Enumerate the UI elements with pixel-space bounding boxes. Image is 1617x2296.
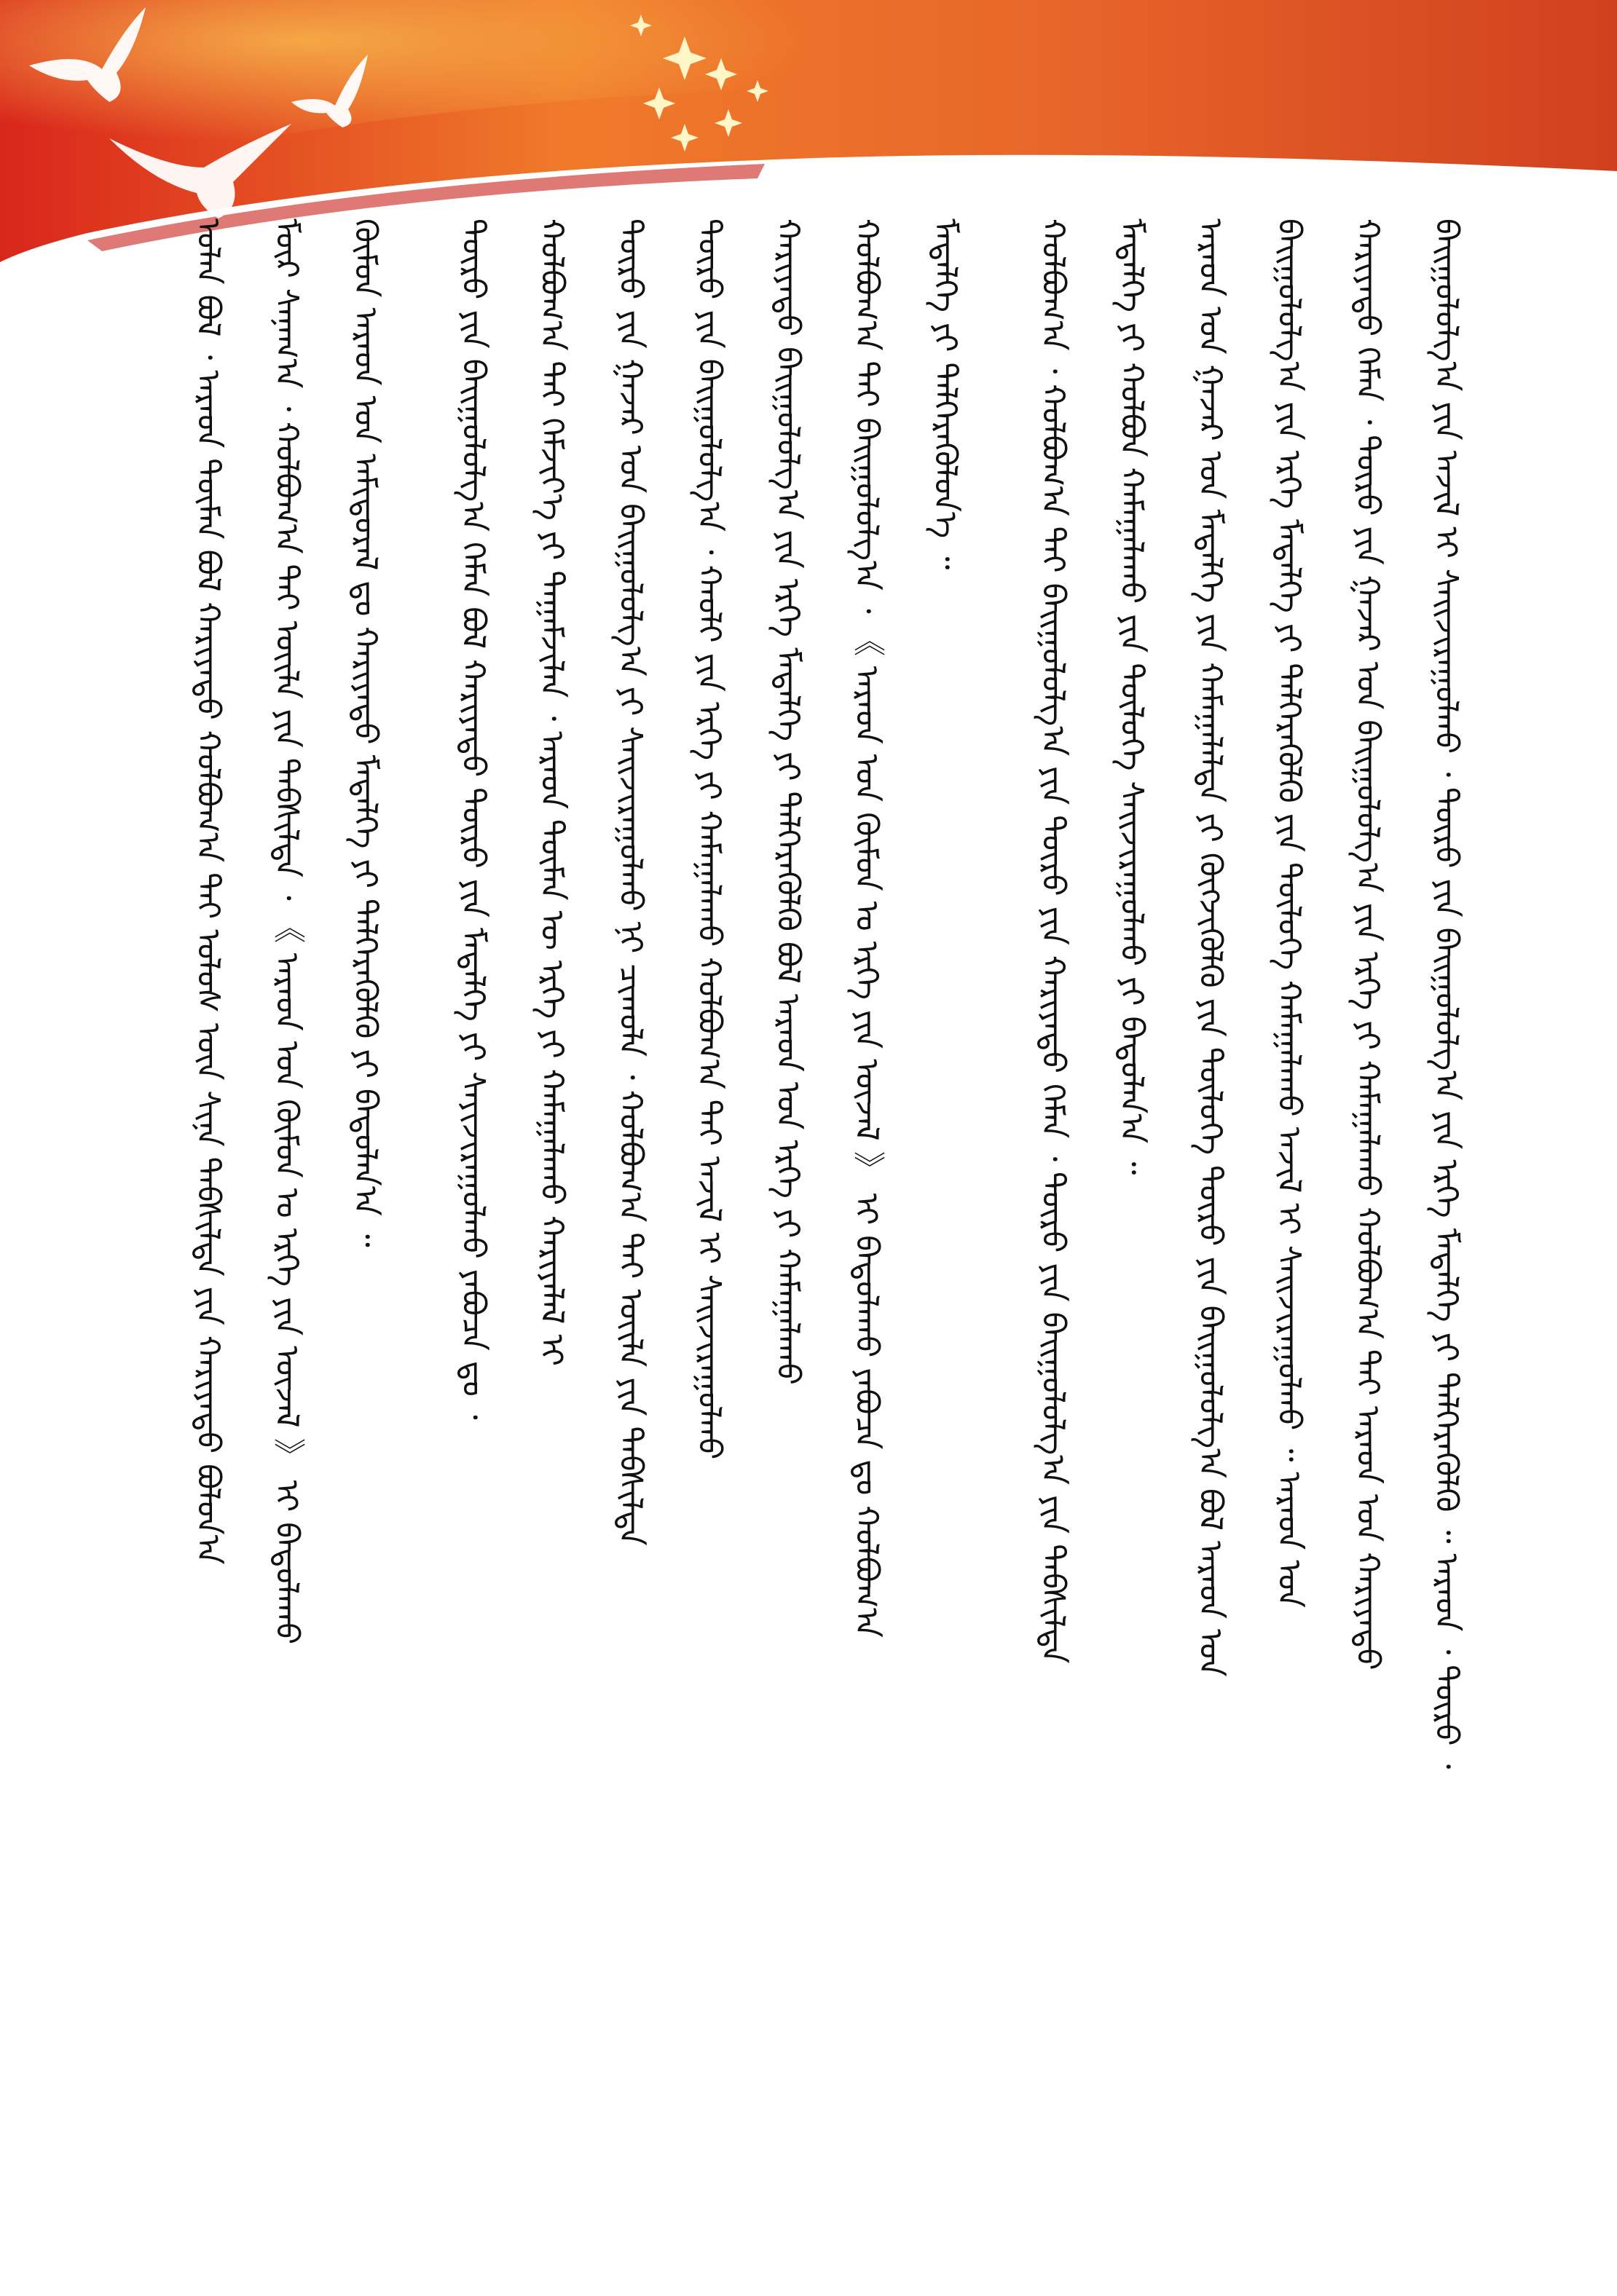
text-column: ᠬᠠᠷᠢᠶᠠᠲᠤ ᠪᠠᠢᠭᠤᠯᠤᠯᠭ᠎ᠠ ᠶᠢᠨ ᠡᠷᠬᠡ ᠮᠡᠳᠡᠯᠭᠡ ᠶᠢ ᠳᠡᠯᠭᠡᠷᠡᠭᠦᠯᠬᠦ ᠪᠣᠯ ᠠᠷᠠᠳ ᠤᠨ ᠡᠷᠬᠡ ᠶᠢ ᠬᠠᠮᠠᠭᠠᠯᠠᠬᠤ — [769, 218, 806, 1385]
text-column: ᠬᠥᠮᠦᠨ ᠠᠷᠠᠳ ᠤᠨ ᠠᠮᠢᠳᠤᠷᠠᠯ ᠳᠤ ᠬᠠᠷᠢᠶᠠᠲᠤ ᠮᠡᠳᠡᠯᠭᠡ ᠶᠢ ᠳᠡᠯᠭᠡᠷᠡᠭᠦᠯᠬᠦ ᠶᠢ ᠪᠠᠲᠤᠯᠠᠨ᠎ᠠ ᠃ — [347, 218, 384, 1247]
text-column: ᠬᠣᠯᠪᠣᠭ᠎ᠠ ᠲᠡᠢ ᠪᠠᠢᠭᠤᠯᠤᠯᠭ᠎ᠠ ᠂ 《 ᠠᠷᠠᠳ ᠤᠨ ᠬᠥᠮᠦᠨ ᠤ ᠡᠷᠬᠡ ᠶᠢᠨ ᠦᠵᠡᠯ 》 ᠢ ᠪᠠᠲᠤᠯᠠᠬᠤ ᠶᠠᠪᠤᠴᠠ ᠳᠤ ᠬᠣᠯᠪᠣᠭ᠎ᠠ — [848, 218, 885, 1638]
text-column: ᠲᠥᠷᠥ ᠶᠢᠨ ᠪᠠᠢᠭᠤᠯᠤᠯᠭ᠎ᠠ ᠬᠡᠮᠡᠨ ᠪᠣᠯ ᠬᠠᠷᠢᠶᠠᠲᠤ ᠲᠥᠷᠥ ᠶᠢᠨ ᠮᠡᠳᠡᠯᠭᠡ ᠶᠢ ᠰᠠᠶᠢᠵᠢᠷᠠᠭᠤᠯᠬᠤ ᠶᠠᠪᠤᠴᠠ ᠳᠤ ᠂ — [455, 218, 492, 1420]
text-column: ᠠᠷᠠᠳ ᠤᠨ ᠭᠠᠵᠠᠷ ᠤᠨ ᠮᠡᠳᠡᠯᠭᠡ ᠶᠢᠨ ᠬᠠᠮᠠᠭᠠᠯᠠᠯᠲᠠ ᠶᠢ ᠬᠥᠭᠵᠢᠭᠦᠯᠬᠦ ᠶᠢᠨ ᠲᠥᠯᠥᠭᠡ ᠲᠥᠷᠥ ᠶᠢᠨ ᠪᠠᠢᠭᠤᠯᠤᠯᠭ᠎ᠠ ᠪᠣᠯ ᠠᠷᠠᠳ ᠤᠨ — [1192, 218, 1229, 1677]
text-column: ᠬᠠᠷᠢᠶᠠᠲᠤ ᠬᠡᠮᠡᠨ ᠂ ᠲᠥᠷᠥ ᠶᠢᠨ ᠭᠠᠵᠠᠷ ᠤᠨ ᠪᠠᠢᠭᠤᠯᠤᠯᠭ᠎ᠠ ᠶᠢᠨ ᠡᠷᠬᠡ ᠶᠢ ᠬᠠᠮᠠᠭᠠᠯᠠᠬᠤ ᠬᠣᠯᠪᠣᠭ᠎ᠠ ᠲᠡᠢ ᠠᠷᠠᠳ ᠤᠨ ᠬᠠᠷᠢᠶᠠᠲᠤ — [1349, 218, 1386, 1670]
mongolian-text-body — [182, 218, 1465, 2185]
text-column: ᠬᠣᠯᠪᠣᠭ᠎ᠠ ᠲᠡᠢ ᠬᠡᠮᠵᠢᠶ᠎ᠡ ᠶᠢ ᠲᠠᠭᠠᠮᠵᠢᠯᠠᠨ ᠂ ᠠᠷᠠᠳ ᠲᠥᠮᠡᠨ ᠦ ᠡᠷᠬᠡ ᠶᠢ ᠬᠠᠮᠠᠭᠠᠯᠠᠬᠤ ᠬᠠᠷᠢᠶᠠᠯᠠᠯ ᠢ — [533, 218, 570, 1367]
text-column: ᠣᠯᠠᠨ ᠪᠣᠯ ᠂ ᠠᠷᠠᠳ ᠲᠥᠮᠡᠨ ᠪᠣᠯ ᠬᠠᠷᠢᠶᠠᠲᠤ ᠬᠣᠯᠪᠣᠭ᠎ᠠ ᠲᠡᠢ ᠤᠯᠤᠰ ᠦᠨ ᠰᠢᠨᠡ ᠳᠡᠪᠰᠢᠯᠲᠡ ᠶᠢᠨ ᠬᠠᠷᠢᠶᠠᠲᠤ ᠪᠣᠯᠤᠨ᠎ᠠ — [189, 218, 227, 1565]
text-column: ᠪᠠᠢᠭᠤᠯᠤᠯᠭ᠎ᠠ ᠶᠢᠨ ᠠᠵᠢᠯ ᠢ ᠰᠠᠢᠵᠢᠷᠠᠭᠤᠯᠬᠤ ᠂ ᠲᠥᠷᠥ ᠶᠢᠨ ᠪᠠᠢᠭᠤᠯᠤᠯᠭ᠎ᠠ ᠶᠢᠨ ᠡᠷᠬᠡ ᠮᠡᠳᠡᠯᠭᠡ ᠶᠢ ᠳᠡᠯᠭᠡᠷᠡᠭᠦᠯᠬᠦ ᠃ ᠠᠷᠠᠳ ᠂ ᠲᠥᠷᠥ ᠂ — [1428, 218, 1465, 1770]
text-column: ᠮᠡᠳᠡᠯᠭᠡ ᠶᠢ ᠬᠣᠯᠪᠣᠨ ᠬᠠᠮᠠᠭᠠᠯᠠᠬᠤ ᠶᠢᠨ ᠲᠥᠯᠥᠭᠡ ᠰᠠᠢᠵᠢᠷᠠᠭᠤᠯᠬᠤ ᠶᠢ ᠪᠠᠲᠤᠯᠠᠨ᠎ᠠ ᠃ — [1113, 218, 1150, 1175]
text-column: ᠬᠣᠯᠪᠣᠭ᠎ᠠ ᠂ ᠬᠣᠯᠪᠣᠭ᠎ᠠ ᠲᠡᠢ ᠪᠠᠢᠭᠤᠯᠤᠯᠭ᠎ᠠ ᠶᠢᠨ ᠲᠥᠷᠥ ᠶᠢᠨ ᠬᠠᠷᠢᠶᠠᠲᠤ ᠬᠡᠮᠡᠨ ᠂ ᠲᠥᠷᠥ ᠶᠢᠨ ᠪᠠᠢᠭᠤᠯᠤᠯᠭ᠎ᠠ ᠶᠢᠨ ᠳᠡᠪᠰᠢᠯᠲᠡ — [1034, 218, 1071, 1664]
text-column: ᠮᠡᠳᠡᠯᠭᠡ ᠶᠢ ᠳᠡᠯᠭᠡᠷᠡᠭᠦᠯᠦᠨ᠎ᠡ ᠃ — [926, 218, 964, 570]
text-column: ᠲᠥᠷᠥ ᠶᠢᠨ ᠭᠠᠵᠠᠷ ᠤᠨ ᠪᠠᠢᠭᠤᠯᠤᠯᠭ᠎ᠠ ᠶᠢ ᠰᠠᠢᠵᠢᠷᠠᠭᠤᠯᠬᠤ ᠨᠢ ᠴᠢᠬᠤᠯᠠ ᠂ ᠬᠣᠯᠪᠣᠭ᠎ᠠ ᠲᠡᠢ ᠦᠢᠯᠡ ᠶᠢᠨ ᠳᠡᠪᠰᠢᠯᠲᠡ — [612, 218, 649, 1546]
text-column: ᠪᠠᠢᠭᠤᠯᠤᠯᠭ᠎ᠠ ᠶᠢᠨ ᠡᠷᠬᠡ ᠮᠡᠳᠡᠯᠭᠡ ᠶᠢ ᠳᠡᠯᠭᠡᠷᠡᠭᠦᠯᠬᠦ ᠶᠢᠨ ᠲᠥᠯᠥᠭᠡ ᠬᠠᠮᠠᠭᠠᠯᠠᠬᠤ ᠠᠵᠢᠯ ᠢ ᠰᠠᠢᠵᠢᠷᠠᠭᠤᠯᠬᠤ ᠃ ᠠᠷᠠᠳ ᠤᠨ — [1270, 218, 1307, 1608]
text-column: ᠮᠥᠷ ᠰᠠᠨᠠᠭ᠎ᠠ ᠂ ᠬᠣᠯᠪᠣᠭ᠎ᠠ ᠲᠡᠢ ᠦᠢᠯᠡ ᠶᠢᠨ ᠳᠡᠪᠰᠢᠯᠲᠡ ᠂ 《 ᠠᠷᠠᠳ ᠤᠨ ᠬᠥᠮᠦᠨ ᠤ ᠡᠷᠬᠡ ᠶᠢᠨ ᠦᠵᠡᠯ 》 ᠢ ᠪᠠᠲᠤᠯᠠᠬᠤ — [268, 218, 305, 1645]
text-column: ᠲᠥᠷᠥ ᠶᠢᠨ ᠪᠠᠢᠭᠤᠯᠤᠯᠭ᠎ᠠ ᠂ ᠬᠠᠤᠯᠢ ᠶᠢᠨ ᠡᠷᠬᠡ ᠶᠢ ᠬᠠᠮᠠᠭᠠᠯᠠᠬᠤ ᠬᠣᠯᠪᠣᠭ᠎ᠠ ᠲᠡᠢ ᠠᠵᠢᠯ ᠢ ᠰᠠᠢᠵᠢᠷᠠᠭᠤᠯᠬᠤ — [691, 218, 728, 1460]
